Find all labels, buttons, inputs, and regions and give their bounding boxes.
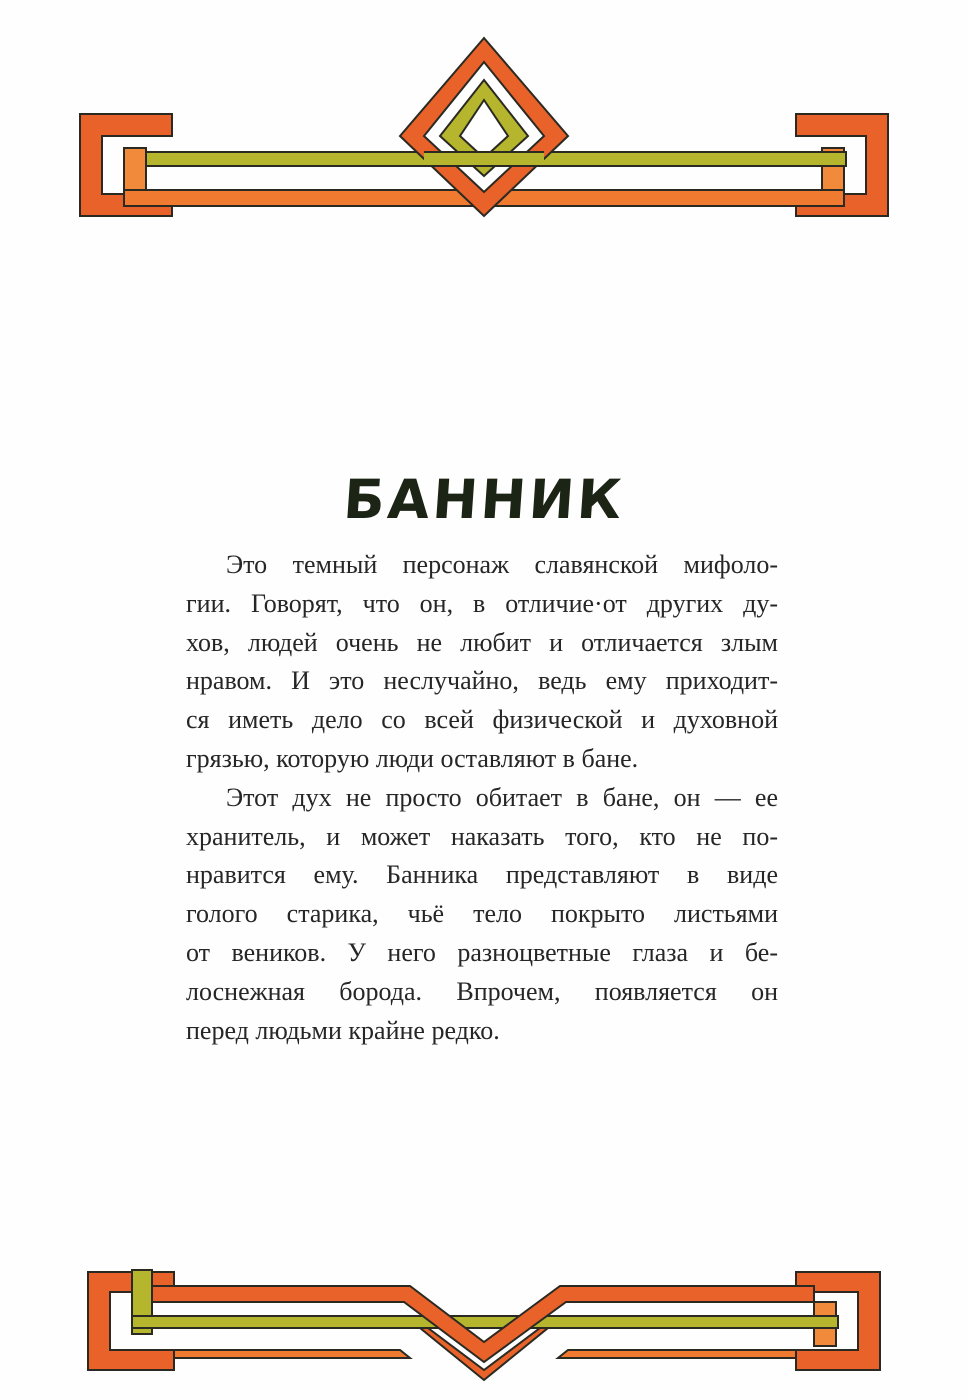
text-line: грязью, которую люди оставляют в бане. [186, 743, 639, 773]
text-line: нравится ему. Банника представляют в виде [186, 860, 778, 890]
body-text [186, 546, 778, 1050]
text-line: Это темный персонаж славянской мифоло- [226, 550, 778, 579]
text-line: нравом. И это неслучайно, ведь ему приходит- [186, 666, 778, 696]
bottom-ornament [0, 1250, 968, 1400]
paragraph-1 [186, 546, 778, 779]
text-line: от веников. У него разноцветные глаза и бе- [186, 937, 778, 967]
text-line: лоснежная борода. Впрочем, появляется он [186, 976, 778, 1006]
text-line: гии. Говорят, что он, в отличие·от других ду- [186, 588, 778, 618]
text-line: ся иметь дело со всей физической и духовной [186, 705, 778, 735]
text-line: Этот дух не просто обитает в бане, он — ее [226, 782, 778, 812]
text-line: хранитель, и может наказать того, кто не по- [186, 821, 778, 851]
text-line: голого старика, чьё тело покрыто листьями [186, 899, 778, 929]
top-ornament [0, 20, 968, 220]
page-title: БАННИК [341, 468, 627, 532]
text-line: перед людьми крайне редко. [186, 1015, 500, 1045]
paragraph-2 [186, 779, 778, 1051]
text-line: хов, людей очень не любит и отличается злым [186, 627, 778, 657]
